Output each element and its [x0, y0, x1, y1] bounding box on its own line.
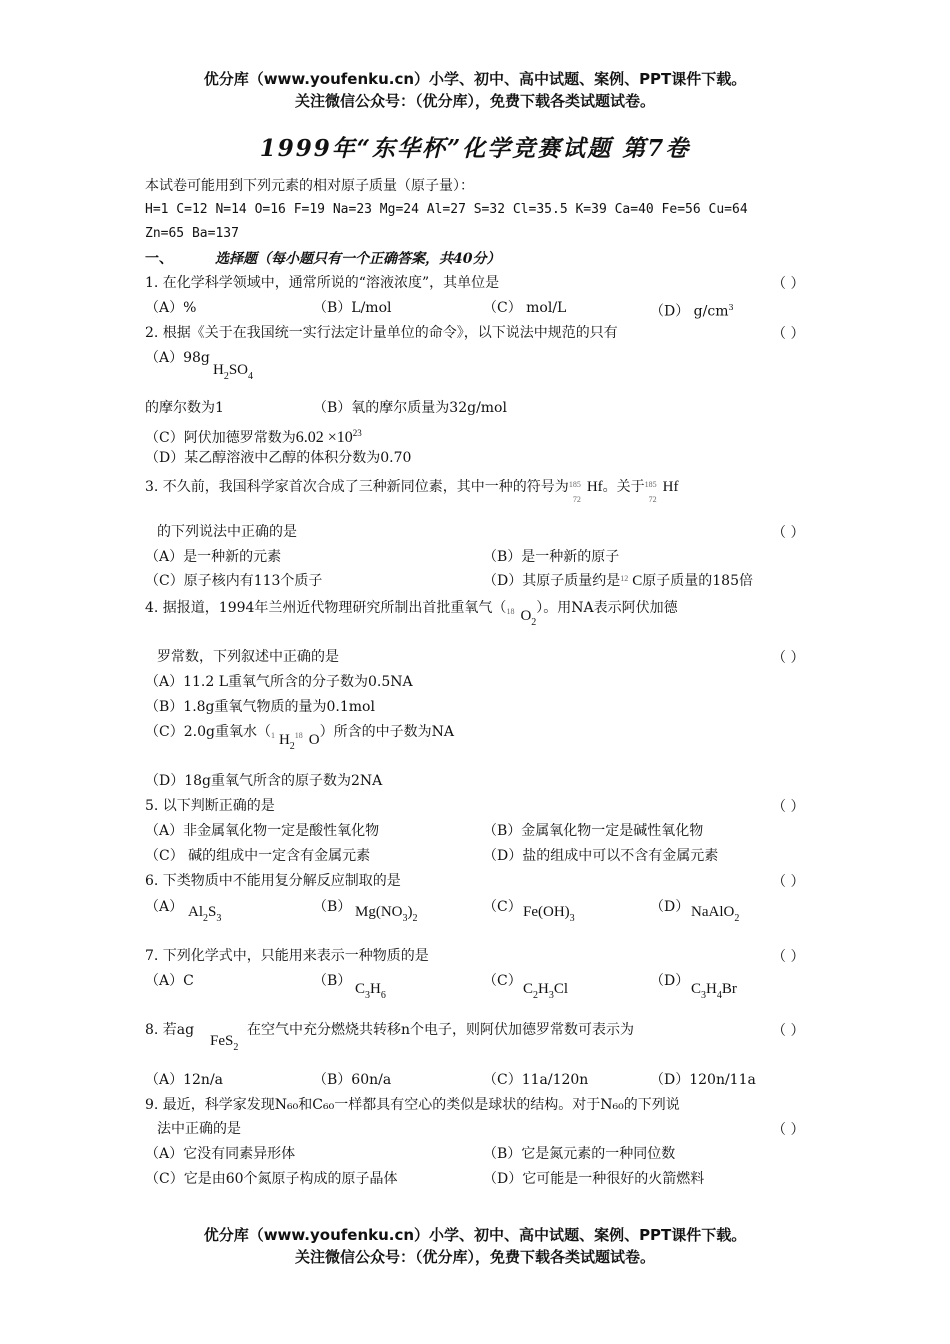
q9-option-a: （A）它没有同素异形体: [145, 1146, 296, 1162]
q7-option-d-label: （D）: [650, 973, 690, 989]
q5-option-a: （A）非金属氧化物一定是酸性氧化物: [145, 823, 380, 839]
q3-answer-blank[interactable]: （ ）: [772, 525, 805, 541]
q1-option-d-text: （D） g/cm: [650, 303, 729, 320]
q4-stem: 4. 据报道，1994年兰州近代物理研究所制出首批重氧气（ 18 $O_2$）。用NA表示阿伏加德: [145, 598, 678, 625]
q2-option-b: （B）氧的摩尔质量为32g/mol: [313, 400, 507, 416]
q8-option-c: （C）11a/120n: [483, 1072, 589, 1088]
q5-option-c: （C） 碱的组成中一定含有金属元素: [145, 848, 371, 864]
q3-isotope-hf: 185 72 Hf: [568, 479, 603, 504]
q8-option-a: （A）12n/a: [145, 1072, 224, 1088]
q3-option-d: （D）其原子质量约是 12 C原子质量的185倍: [483, 573, 753, 589]
q8-stem-pre: 8. 若ag: [145, 1022, 195, 1038]
header-line-2: 关注微信公众号：（优分库），免费下载各类试题试卷。: [294, 92, 655, 110]
q6-formula-mgno3: $Mg(NO_3)_2$: [355, 904, 418, 924]
section-number: 一、: [145, 251, 173, 267]
q2-option-a-post: 的摩尔数为1: [145, 400, 224, 416]
q6-formula-feoh3: $Fe(OH)_3$: [523, 904, 575, 924]
q1-option-d-exp: 3: [728, 303, 734, 312]
q3-stem: 3. 不久前，我国科学家首次合成了三种新同位素，其中一种的符号为 185 72 Hf。关于 185 72 Hf: [145, 479, 679, 504]
q4-stem-2: 罗常数，下列叙述中正确的是: [157, 649, 339, 665]
q7-option-c-label: （C）: [483, 973, 522, 989]
q8-formula-fes2: FeS$_2$: [210, 1033, 239, 1053]
q1-answer-blank[interactable]: （ ）: [772, 276, 805, 292]
q1-option-d: [650, 298, 734, 322]
q7-formula-c3h6: $C_3H_6$: [355, 981, 386, 1001]
q6-option-d-label: （D）: [650, 899, 690, 915]
carbon-12: 12 C: [620, 573, 643, 589]
q5-answer-blank[interactable]: （ ）: [772, 799, 805, 815]
avogadro-value: $6.02 \times 10^{23}$: [295, 428, 362, 446]
q9-stem: 9. 最近，科学家发现N₆₀和C₆₀一样都具有空心的类似是球状的结构。对于N₆₀的下列说: [145, 1097, 680, 1113]
header-line-1: 优分库（www.youfenku.cn）小学、初中、高中试题、案例、PPT课件下载。: [203, 70, 747, 88]
q6-option-c-label: （C）: [483, 899, 522, 915]
q2-stem: 2. 根据《关于在我国统一实行法定计量单位的命令》，以下说法中规范的只有: [145, 325, 618, 341]
q7-formula-c3h4br: $C_3H_4Br$: [691, 981, 737, 1001]
intro-line-3: Zn=65 Ba=137: [145, 226, 239, 241]
q8-option-b: （B）60n/a: [313, 1072, 392, 1088]
q4-option-b: （B）1.8g重氧气物质的量为0.1mol: [145, 699, 375, 715]
page-title: 1999年“东华杯”化学竞赛试题 第7卷: [259, 135, 691, 162]
footer-line-2: 关注微信公众号：（优分库），免费下载各类试题试卷。: [294, 1248, 655, 1266]
q2-formula-h2so4: $H_2SO_4$: [213, 362, 254, 382]
q9-stem-2: 法中正确的是: [157, 1121, 241, 1137]
q3-isotope-hf-2: 185 72 Hf: [644, 479, 679, 504]
q1-option-b: （B）L/mol: [313, 300, 392, 316]
section-heading: 选择题（每小题只有一个正确答案，共40分）: [215, 251, 501, 267]
q6-formula-naalo2: NaAlO$_2$: [691, 904, 740, 924]
q5-option-b: （B）金属氧化物一定是碱性氧化物: [483, 823, 704, 839]
q7-option-a: （A）C: [145, 973, 194, 989]
q3-option-c: （C）原子核内有113个质子: [145, 573, 323, 589]
heavy-oxygen: 18 $O_2$: [506, 607, 537, 628]
q5-stem: 5. 以下判断正确的是: [145, 798, 275, 814]
q2-answer-blank[interactable]: （ ）: [772, 326, 805, 342]
q1-stem: 1. 在化学科学领域中，通常所说的“溶液浓度”，其单位是: [145, 275, 500, 291]
q9-option-c: （C）它是由60个氮原子构成的原子晶体: [145, 1171, 398, 1187]
q3-option-a: （A）是一种新的元素: [145, 549, 282, 565]
q7-answer-blank[interactable]: （ ）: [772, 949, 805, 965]
q6-option-b-label: （B）: [313, 899, 352, 915]
q8-option-d: （D）120n/11a: [650, 1072, 756, 1088]
q6-formula-al2s3: $Al_2S_3$: [188, 904, 222, 924]
q2-option-a-pre: （A）98g: [145, 350, 210, 366]
q4-option-c: （C）2.0g重氧水（ 1 $H_2$ 18 O）所含的中子数为NA: [145, 722, 454, 749]
heavy-water-oxygen: 18 O: [294, 731, 320, 748]
q9-option-b: （B）它是氮元素的一种同位数: [483, 1146, 676, 1162]
q4-option-a: （A）11.2 L重氧气所含的分子数为0.5NA: [145, 674, 413, 690]
q3-option-b: （B）是一种新的原子: [483, 549, 620, 565]
q7-formula-c2h3cl: $C_2H_3Cl$: [523, 981, 569, 1001]
q4-option-d: （D）18g重氧气所含的原子数为2NA: [145, 773, 383, 789]
q9-answer-blank[interactable]: （ ）: [772, 1122, 805, 1138]
intro-line-1: 本试卷可能用到下列元素的相对原子质量（原子量）：: [145, 178, 474, 194]
q5-option-d: （D）盐的组成中可以不含有金属元素: [483, 848, 719, 864]
q3-stem-2: 的下列说法中正确的是: [157, 524, 297, 540]
q8-answer-blank[interactable]: （ ）: [772, 1023, 805, 1039]
q4-answer-blank[interactable]: （ ）: [772, 650, 805, 666]
q7-option-b-label: （B）: [313, 973, 352, 989]
q6-stem: 6. 下类物质中不能用复分解反应制取的是: [145, 873, 401, 889]
q1-option-c: （C） mol/L: [483, 300, 567, 316]
footer-line-1: 优分库（www.youfenku.cn）小学、初中、高中试题、案例、PPT课件下载。: [203, 1226, 747, 1244]
q6-option-a-label: （A）: [145, 899, 184, 915]
q6-answer-blank[interactable]: （ ）: [772, 874, 805, 890]
q8-stem-post: 在空气中充分燃烧共转移n个电子，则阿伏加德罗常数可表示为: [247, 1022, 635, 1038]
q7-stem: 7. 下列化学式中，只能用来表示一种物质的是: [145, 948, 429, 964]
q9-option-d: （D）它可能是一种很好的火箭燃料: [483, 1171, 705, 1187]
heavy-water: 1 $H_2$: [270, 731, 295, 752]
q2-option-d: （D）某乙醇溶液中乙醇的体积分数为0.70: [145, 450, 412, 466]
q1-option-a: （A）%: [145, 300, 197, 316]
intro-line-2: H=1 C=12 N=14 O=16 F=19 Na=23 Mg=24 Al=27 S=32 Cl=35.5 K=39 Ca=40 Fe=56 Cu=64: [145, 202, 748, 217]
q2-option-c: （C）阿伏加德罗常数为$6.02 \times 10^{23}$: [145, 428, 362, 446]
